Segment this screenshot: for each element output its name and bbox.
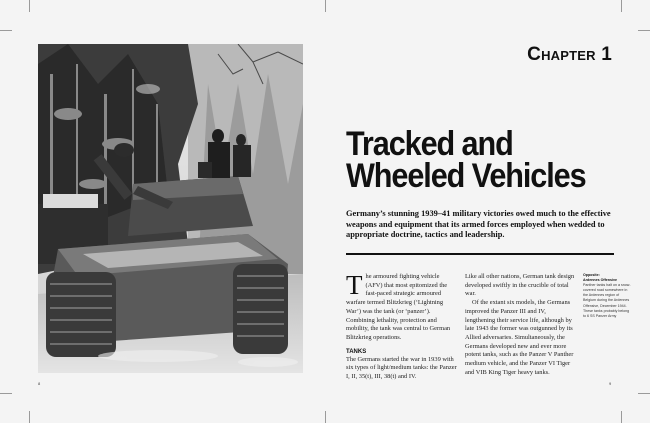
crop-mark — [325, 411, 326, 423]
page-number-left: 8 — [38, 381, 41, 386]
text-column-1 — [346, 270, 458, 382]
column-2-paragraph-2: Of the extant six models, the Germans improved the Panzer III and IV, lengthening their service life, although by late 1943 the former was outgunned by its Allied adversaries. Simultaneously, the Germans developed new and ever more potent tanks, such as the Panzer V Panther medium vehicle, and the Panzer VI Tiger and VIB King Tiger heavy tanks. — [465, 299, 574, 376]
drop-cap: T — [346, 270, 363, 300]
crop-mark — [0, 30, 12, 31]
section-heading-tanks: TANKS — [346, 348, 367, 355]
crop-mark — [0, 393, 12, 394]
chapter-title-line-1: Tracked and — [346, 125, 513, 163]
chapter-word: Chapter — [527, 44, 596, 65]
chapter-title — [346, 125, 589, 195]
photo-caption — [583, 273, 631, 319]
page-number-right: 9 — [609, 381, 612, 386]
chapter-label — [527, 44, 612, 66]
divider-rule — [346, 253, 614, 255]
text-column-2 — [465, 273, 577, 377]
crop-mark — [325, 0, 326, 12]
crop-mark — [638, 393, 650, 394]
crop-mark — [621, 0, 622, 12]
opening-paragraph-text: he armoured fighting vehicle (AFV) that most epitomized the fast-paced strategic armoured warfare termed Blitzkrieg (‘Lightning War’) was the tank (or ‘panzer’). Combining lethality, protection and mobility, the tank was central to German Blitzkrieg operations. — [346, 273, 451, 341]
tanks-paragraph: The Germans started the war in 1939 with six types of light/medium tanks: the Panzer I, II, 35(t), III, 38(t) and IV. — [346, 355, 457, 381]
crop-mark — [29, 0, 30, 12]
caption-text: Panther tanks halt on a snow-covered road somewhere in the Ardennes region of Belgium during the Ardennes Offensive, December 1944. These tanks probably belong to 6 SS Panzer Army — [583, 283, 631, 318]
crop-mark — [621, 411, 622, 423]
column-2-paragraph-1: Like all other nations, German tank design developed swiftly in the crucible of total war. — [465, 273, 575, 298]
opening-paragraph — [346, 270, 458, 343]
chapter-number: 1 — [601, 44, 612, 65]
tank-photo — [38, 44, 303, 373]
intro-paragraph: Germany’s stunning 1939–41 military victories owed much to the effective weapons and equipment that its armed forces employed when wedded to appropriate doctrine, tactics and leadership. — [346, 209, 611, 240]
crop-mark — [29, 411, 30, 423]
caption-label: Opposite: — [583, 273, 600, 277]
tank-photo-drawing — [38, 44, 303, 373]
caption-heading: Ardennes Offensive — [583, 278, 617, 283]
chapter-title-line-2: Wheeled Vehicles — [346, 157, 586, 195]
crop-mark — [638, 30, 650, 31]
